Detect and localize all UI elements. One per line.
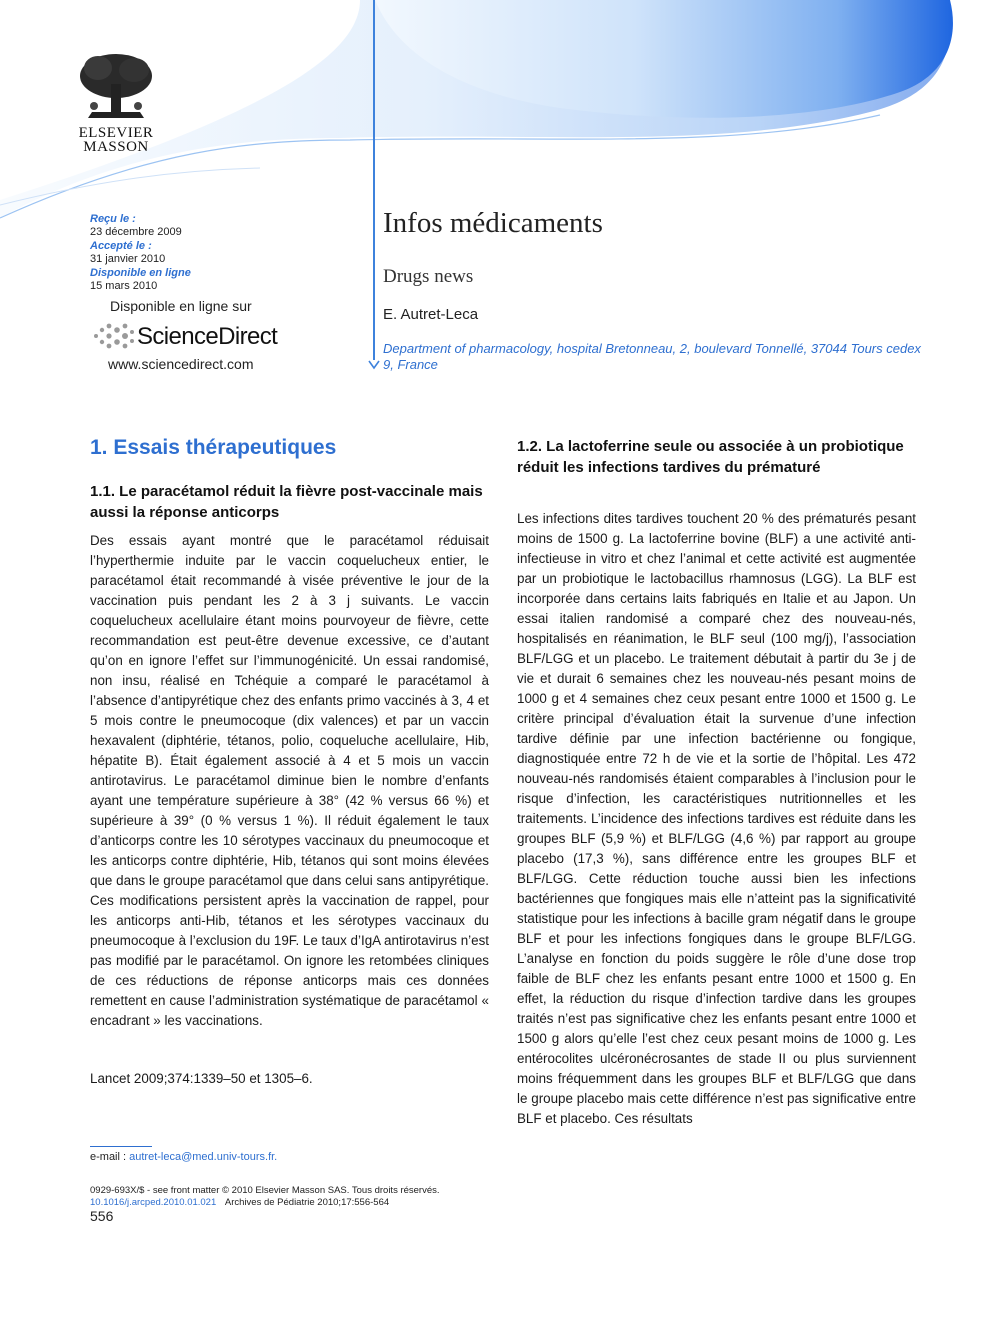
sciencedirect-dots-icon (90, 320, 138, 352)
article-author: E. Autret-Leca (383, 306, 479, 323)
subsection-1-2-heading: 1.2. La lactoferrine seule ou associée à un probiotique réduit les infections tardives du prématuré (517, 438, 904, 476)
subsection-1-2-body: Les infections dites tardives touchent 20 % des prématurés pesant moins de 1500 g. La lactoferrine bovine (BLF) a une activité anti-infectieuse in vitro et chez l’animal et cette activité est augmentée par un probiotique le lactobacillus rhamnosus (LGG). La BLF est incorporée dans certains laits fabriqués en Italie et au Japon. Un essai italien randomisé a comparé chez des nouveau-nés, hospitalisés en réanimation, le BLF seul (100 mg/j), l’association BLF/LGG et un placebo. Le traitement débutait à partir du 3e j de vie et durait 6 semaines chez les nouveau-nés pesant moins de 1000 g et 4 semaines chez ceux pesant entre 1000 et 1500 g. Le critère principal d’évaluation était la survenue d’une infection tardive définie par une infection bactérienne ou fongique, diagnostiquée entre 72 h de vie et la sortie de l’hôpital. Les 472 nouveau-nés randomisés étaient comparables à l’inclusion pour le risque d’infection, les caractéristiques nutritionnelles et les traitements. L’incidence des infections tardives est réduite dans les groupes BLF (5,9 %) et BLF/LGG (4,6 %) par rapport au groupe placebo (17,3 %), sans différence entre les groupes BLF et BLF/LGG. Cette réduction touche aussi bien les infections bactériennes que fongiques mais elle n’atteint pas la significativité statistique pour les infections à bacille gram négatif dans le groupe BLF et pour les infections fongiques dans le groupe BLF/LGG. L’analyse en fonction du poids suggère le rôle d’une dose trop faible de BLF chez les enfants pesant entre 1000 et 1500 g. En effet, la réduction du risque d’infection tardive dans les groupes traités n’est pas significative chez les enfants pesant entre 1000 et 1500 g alors qu’elle l’est chez ceux pesant moins de 1000 g. Les entérocolites ulcéronécrosantes de stade II ou plus surviennent moins fréquemment dans les groupes BLF et BLF/LGG que dans le groupe placebo mais cette différence n’est pas significative entre BLF et placebo. Ces résultats (517, 511, 916, 1126)
footer-info (90, 1185, 440, 1209)
email-link[interactable]: autret-leca@med.univ-tours.fr. (129, 1151, 278, 1163)
subsection-1-1-heading: 1.1. Le paracétamol réduit la fièvre post-vaccinale mais aussi la réponse anticorps (90, 483, 483, 521)
header-divider-line (373, 0, 375, 360)
journal-citation: Archives de Pédiatrie 2010;17:556-564 (224, 1197, 390, 1208)
section-heading: 1. Essais thérapeutiques (90, 436, 337, 459)
accepted-value: 31 janvier 2010 (90, 253, 166, 266)
received-value: 23 décembre 2009 (90, 226, 182, 239)
sciencedirect-url[interactable]: www.sciencedirect.com (108, 356, 254, 372)
article-dates (90, 213, 191, 293)
author-affiliation: Department of pharmacology, hospital Bretonneau, 2, boulevard Tonnellé, 37044 Tours cedex 9, France (383, 341, 921, 372)
footnote-email (90, 1151, 277, 1163)
elsevier-tree-icon (76, 50, 156, 122)
email-label: e-mail : (90, 1151, 127, 1163)
accepted-label: Accepté le : (90, 239, 152, 252)
article-title: Infos médicaments (383, 207, 603, 239)
elsevier-masson-logo (76, 50, 156, 154)
brand-masson: MASSON (83, 139, 149, 155)
subsection-1-1-reference: Lancet 2009;374:1339–50 et 1305–6. (90, 1071, 313, 1086)
received-label: Reçu le : (90, 213, 136, 225)
online-label: Disponible en ligne (90, 266, 191, 279)
issn-line: 0929-693X/$ - see front matter © 2010 Elsevier Masson SAS. Tous droits réservés. (90, 1185, 440, 1196)
doi-link[interactable]: 10.1016/j.arcped.2010.01.021 (90, 1197, 217, 1208)
page-number: 556 (90, 1208, 114, 1224)
subsection-1-1-body: Des essais ayant montré que le paracétamol réduisait l’hyperthermie induite par le vaccin coquelucheux entier, le paracétamol était recommandé à visée préventive le jour de la vaccination puis pendant les 2 à 3 j suivants. Le vaccin coquelucheux acellulaire étant moins pourvoyeur de fièvre, cette recommandation est peut-être devenue excessive, ce d’autant qu’on en ignore l’effet sur l’immunogénicité. Un essai randomisé, non insu, réalisé en Tchéquie a comparé le paracétamol à l’absence d’antipyrétique chez des enfants primo vaccinés à 3, 4 et 5 mois contre le pneumocoque (dix valences) et par un vaccin hexavalent (diphtérie, tétanos, polio, coqueluche acellulaire, Hib, hépatite B). Était également associé à 4 et 5 mois un vaccin antirotavirus. Le paracétamol diminue bien le nombre d’enfants ayant une température supérieure à 38° (42 % versus 66 %) et supérieure à 39° (0 % versus 1 %). Il réduit également le taux d’anticorps contre les 10 sérotypes vaccinaux du pneumocoque et les anticorps contre diphtérie, Hib, tétanos qui sont moins élevées que dans le groupe paracétamol que dans celui sans antipyrétique. Ces modifications persistent après la vaccination de rappel, pour les anticorps anti-Hib, tétanos et les sérotypes vaccinaux du pneumocoque à l’exclusion du 19F. Le taux d’IgA antirotavirus n’est pas modifié par le paracétamol. On ignore les retombées cliniques de ces réductions de réponse anticorps mais ces données remettent en cause l’administration systématique de paracétamol « encadrant » les vaccinations. (90, 533, 489, 1028)
brand-elsevier: ELSEVIER (78, 125, 154, 141)
sciencedirect-name: ScienceDirect (137, 323, 278, 350)
footnote-rule (90, 1146, 152, 1147)
available-online-text: Disponible en ligne sur (110, 298, 252, 314)
article-subtitle: Drugs news (383, 266, 474, 287)
online-value: 15 mars 2010 (90, 280, 158, 293)
sciencedirect-block[interactable] (90, 298, 300, 372)
arrow-down-icon (368, 358, 380, 370)
